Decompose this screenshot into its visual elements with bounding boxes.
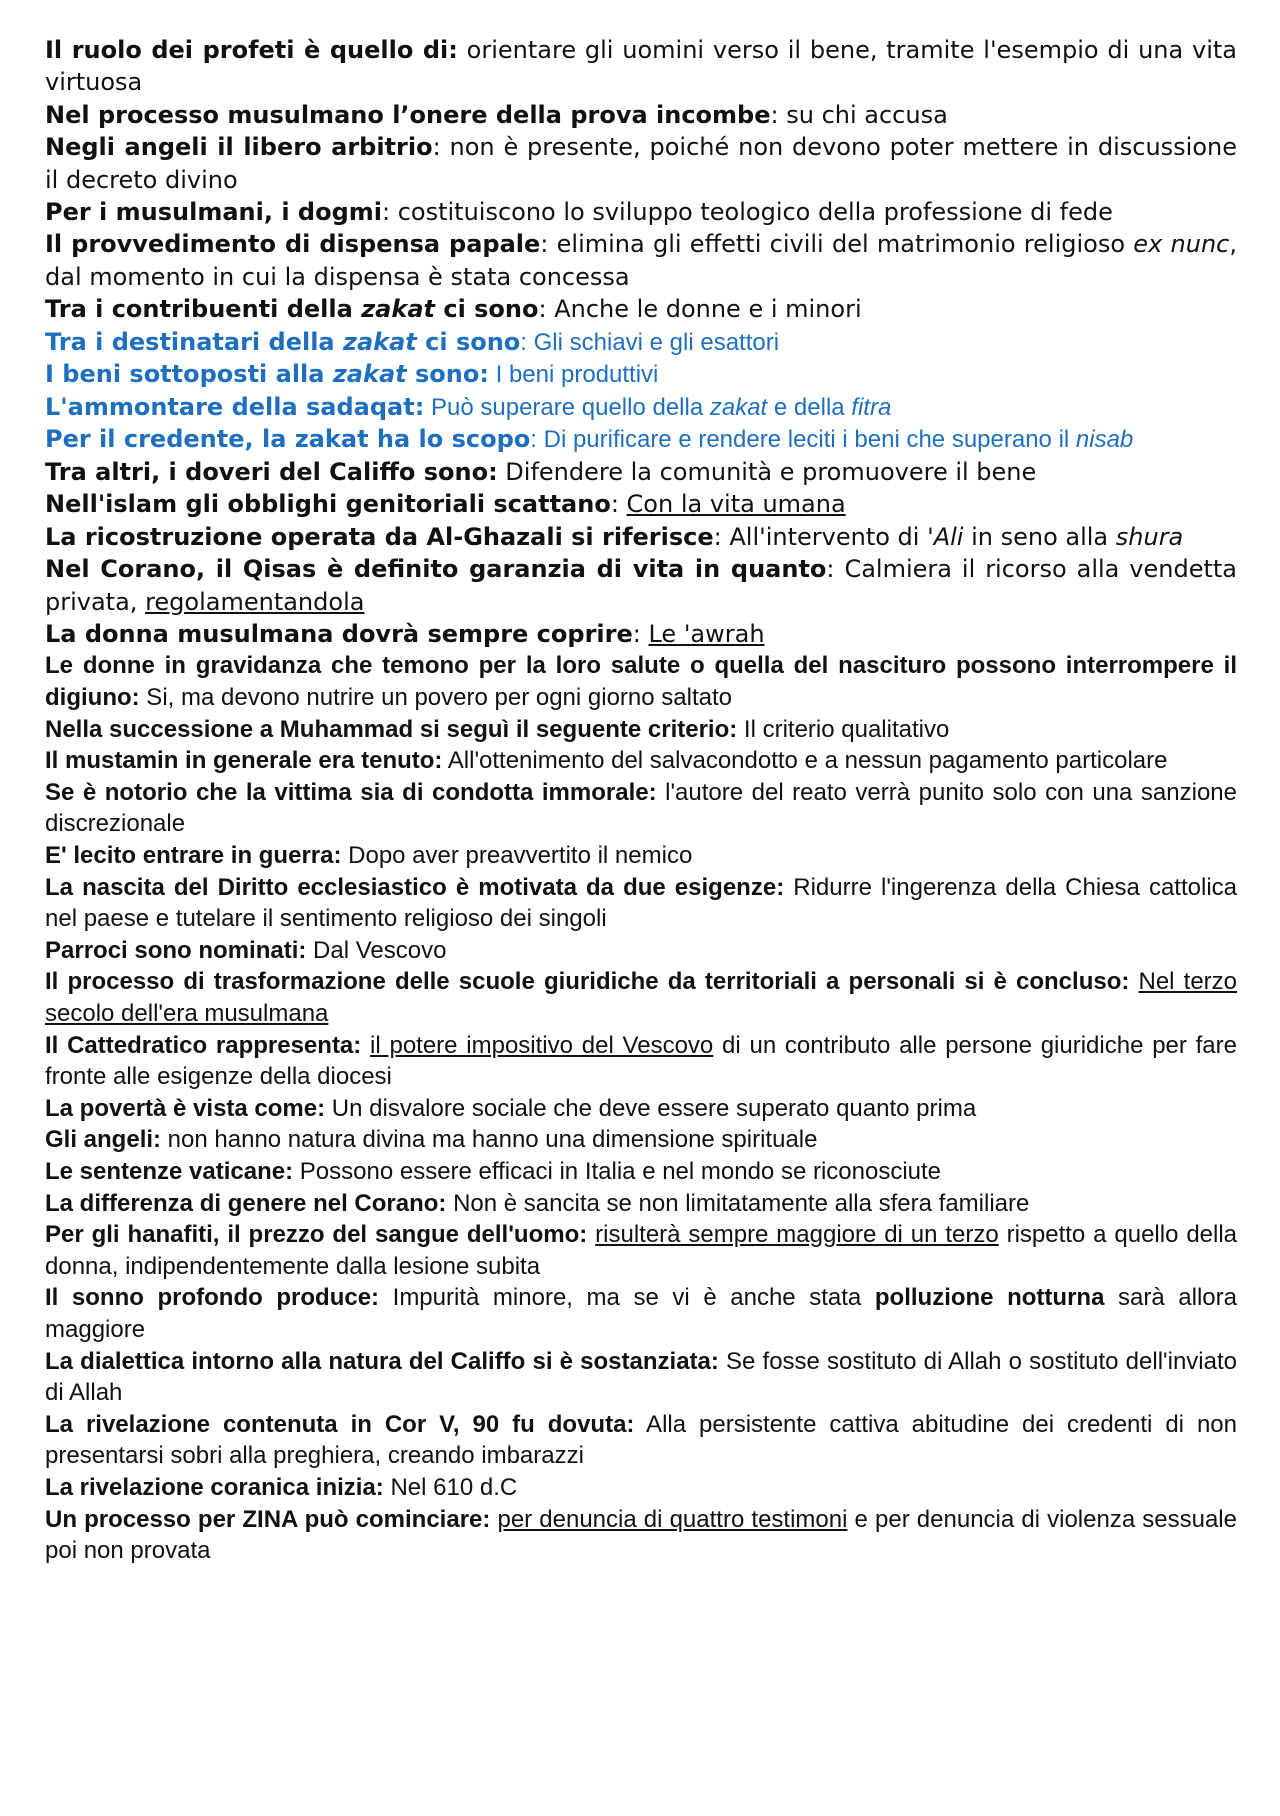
answer-underlined: Le 'awrah — [648, 620, 765, 649]
question — [45, 295, 539, 323]
question-part: ci sono — [434, 295, 539, 324]
answer — [530, 426, 1133, 453]
question: La donna musulmana dovrà sempre coprire — [45, 620, 633, 649]
answer: Nel 610 d.C — [383, 1473, 518, 1501]
answer-italic: Ali — [933, 522, 964, 551]
answer: : Anche le donne e i minori — [538, 295, 862, 324]
question-italic: zakat — [361, 295, 435, 324]
entry-mustamin — [45, 745, 1237, 777]
answer: sarà allora maggiore — [45, 1284, 1237, 1343]
question: La dialettica intorno alla natura del Califfo si è sostanziata: — [45, 1347, 719, 1375]
answer: : All'intervento di ' — [713, 522, 934, 551]
entry-dispensa-papale — [45, 228, 1237, 293]
answer — [587, 1221, 595, 1248]
answer-part: e della — [767, 393, 852, 421]
entry-diritto-ecclesiastico — [45, 872, 1237, 935]
question: La ricostruzione operata da Al-Ghazali si riferisce — [45, 522, 714, 551]
answer: orientare gli uomini verso il bene, tramite l'esempio di una vita virtuosa — [45, 36, 1237, 97]
question: Il Cattedratico rappresenta: — [45, 1031, 362, 1059]
answer: Il criterio qualitativo — [737, 715, 950, 743]
answer: : — [610, 490, 627, 519]
question: Nella successione a Muhammad si seguì il seguente criterio: — [45, 715, 738, 743]
answer-bold: polluzione notturna — [874, 1284, 1105, 1312]
entry-doveri-califfo — [45, 456, 1237, 488]
question: E' lecito entrare in guerra: — [45, 842, 342, 870]
entry-natura-califfo — [45, 1346, 1237, 1409]
answer: I beni produttivi — [488, 361, 659, 389]
question: Tra altri, i doveri del Califfo sono: — [45, 458, 498, 487]
answer: Impurità minore, ma se vi è anche stata — [379, 1284, 875, 1312]
question: Il mustamin in generale era tenuto: — [45, 747, 443, 775]
entry-awrah — [45, 618, 1237, 650]
entry-beni-zakat — [45, 358, 1237, 391]
answer-italic: shura — [1115, 522, 1184, 551]
entry-qisas — [45, 553, 1237, 618]
answer: Dopo aver preavvertito il nemico — [341, 842, 693, 870]
question: Parroci sono nominati: — [45, 936, 307, 964]
answer: Un disvalore sociale che deve essere superato quanto prima — [325, 1094, 977, 1122]
entry-cattedratico — [45, 1030, 1237, 1093]
entry-gravidanza-digiuno — [45, 650, 1237, 713]
answer: : — [632, 620, 649, 649]
question: Nell'islam gli obblighi genitoriali scattano — [45, 490, 611, 519]
question — [45, 360, 489, 388]
entry-destinatari-zakat — [45, 326, 1237, 359]
question-italic: zakat — [342, 327, 417, 356]
answer: : Calmiera il ricorso alla vendetta privata, — [45, 555, 1238, 616]
question: Il sonno profondo produce: — [45, 1284, 380, 1312]
answer: : su chi accusa — [770, 100, 948, 129]
answer: : elimina gli effetti civili del matrimonio religioso — [540, 230, 1134, 259]
question-part: Tra i contribuenti della — [45, 295, 362, 324]
answer-underlined: il potere impositivo del Vescovo — [370, 1031, 714, 1059]
question: L'ammontare della sadaqat: — [45, 392, 425, 421]
entry-cor-v-90 — [45, 1409, 1237, 1472]
answer: Alla persistente cattiva abitudine dei credenti di non presentarsi sobri alla preghiera, creando imbarazzi — [45, 1410, 1237, 1470]
question: Negli angeli il libero arbitrio — [45, 133, 433, 162]
answer: Difendere la comunità e promuovere il bene — [497, 458, 1037, 487]
question-part: I beni sottoposti alla — [45, 360, 333, 389]
answer-underlined: per denuncia di quattro testimoni — [497, 1505, 848, 1533]
entry-rivelazione-coranica — [45, 1472, 1237, 1504]
entry-scuole-giuridiche — [45, 966, 1237, 1029]
question: La differenza di genere nel Corano: — [45, 1189, 447, 1217]
answer-italic: nisab — [1075, 426, 1134, 454]
question: Le donne in gravidanza che temono per la loro salute o quella del nascituro possono interrompere il digiuno: — [45, 652, 1237, 712]
answer: di un contributo alle persone giuridiche per fare fronte alle esigenze della diocesi — [45, 1031, 1237, 1091]
entry-angeli — [45, 1124, 1237, 1156]
question: La rivelazione coranica inizia: — [45, 1473, 384, 1501]
answer: non hanno natura divina ma hanno una dimensione spirituale — [161, 1126, 818, 1154]
entry-dogmi — [45, 196, 1237, 228]
entry-scopo-zakat — [45, 423, 1237, 456]
question: Nel Corano, il Qisas è definito garanzia di vita in quanto — [45, 555, 827, 584]
answer: Non è sancita se non limitatamente alla sfera familiare — [446, 1189, 1030, 1217]
answer: l'autore del reato verrà punito solo con una sanzione discrezionale — [45, 778, 1237, 838]
question: Gli angeli: — [45, 1126, 162, 1154]
answer-underlined: regolamentandola — [145, 587, 365, 616]
question: Il processo di trasformazione delle scuole giuridiche da territoriali a personali si è concluso: — [45, 968, 1130, 996]
question: Un processo per ZINA può cominciare: — [45, 1505, 491, 1533]
entry-successione-muhammad — [45, 714, 1237, 746]
entry-angeli-arbitrio — [45, 131, 1237, 196]
answer — [424, 394, 891, 421]
question: Nel processo musulmano l’onere della prova incombe — [45, 100, 771, 129]
entry-profeti — [45, 34, 1237, 99]
question: Per i musulmani, i dogmi — [45, 198, 382, 227]
entry-vittima-immorale — [45, 777, 1237, 840]
answer-italic: ex nunc — [1133, 230, 1230, 259]
answer: , dal momento in cui la dispensa è stata concessa — [45, 230, 1237, 291]
entry-al-ghazali — [45, 521, 1237, 553]
question: Per il credente, la zakat ha lo scopo — [45, 425, 531, 454]
question: La povertà è vista come: — [45, 1094, 326, 1122]
answer: Dal Vescovo — [306, 936, 447, 964]
entry-sentenze-vaticane — [45, 1156, 1237, 1188]
answer: Ridurre l'ingerenza della Chiesa cattolica nel paese e tutelare il sentimento religioso dei singoli — [45, 873, 1237, 933]
question: Per gli hanafiti, il prezzo del sangue dell'uomo: — [45, 1221, 588, 1249]
document-page — [45, 34, 1237, 1567]
entry-obblighi-genitoriali — [45, 488, 1237, 520]
entry-differenza-genere — [45, 1188, 1237, 1220]
answer-underlined: risulterà sempre maggiore di un terzo — [595, 1221, 999, 1249]
answer-part: : Di purificare e rendere leciti i beni che superano il — [530, 426, 1076, 454]
answer-italic: zakat — [709, 393, 768, 421]
entry-parroci — [45, 935, 1237, 967]
question-part: Tra i destinatari della — [45, 327, 343, 356]
question: La nascita del Diritto ecclesiastico è motivata da due esigenze: — [45, 873, 785, 901]
question: Il ruolo dei profeti è quello di: — [45, 36, 458, 64]
question: Se è notorio che la vittima sia di condotta immorale: — [45, 778, 657, 806]
entry-poverta — [45, 1093, 1237, 1125]
entry-zina — [45, 1504, 1237, 1567]
entry-sonno-profondo — [45, 1282, 1237, 1345]
question: Il provvedimento di dispensa papale — [45, 230, 541, 259]
answer — [361, 1032, 370, 1059]
question: La rivelazione contenuta in Cor V, 90 fu dovuta: — [45, 1410, 635, 1438]
answer-part: Può superare quello della — [424, 393, 710, 421]
answer: : costituiscono lo sviluppo teologico della professione di fede — [381, 198, 1113, 227]
entry-sadaqat — [45, 391, 1237, 424]
answer-underlined: Con la vita umana — [626, 490, 846, 519]
answer: e per denuncia di violenza sessuale poi non provata — [45, 1505, 1237, 1565]
entry-onere-prova — [45, 99, 1237, 131]
question-italic: zakat — [332, 360, 407, 389]
answer: Se fosse sostituto di Allah o sostituto dell'inviato di Allah — [45, 1347, 1237, 1407]
answer: All'ottenimento del salvacondotto e a nessun pagamento particolare — [442, 747, 1168, 775]
answer: Si, ma devono nutrire un povero per ogni giorno saltato — [139, 684, 732, 712]
answer — [1129, 968, 1138, 995]
answer: : non è presente, poiché non devono poter mettere in discussione il decreto divino — [45, 133, 1237, 194]
question-part: ci sono — [416, 327, 521, 356]
answer: rispetto a quello della donna, indipendentemente dalla lesione subita — [45, 1221, 1238, 1280]
entry-guerra — [45, 840, 1237, 872]
question: Le sentenze vaticane: — [45, 1157, 294, 1185]
question — [45, 328, 520, 356]
question-part: sono: — [406, 360, 489, 389]
answer-italic: fitra — [851, 393, 892, 421]
answer: : Gli schiavi e gli esattori — [520, 328, 780, 356]
entry-hanafiti — [45, 1219, 1237, 1282]
answer-underlined: Nel terzo secolo dell'era musulmana — [45, 968, 1238, 1027]
answer: Possono essere efficaci in Italia e nel mondo se riconosciute — [293, 1157, 942, 1185]
answer: in seno alla — [963, 522, 1116, 551]
entry-contribuenti-zakat — [45, 293, 1237, 325]
